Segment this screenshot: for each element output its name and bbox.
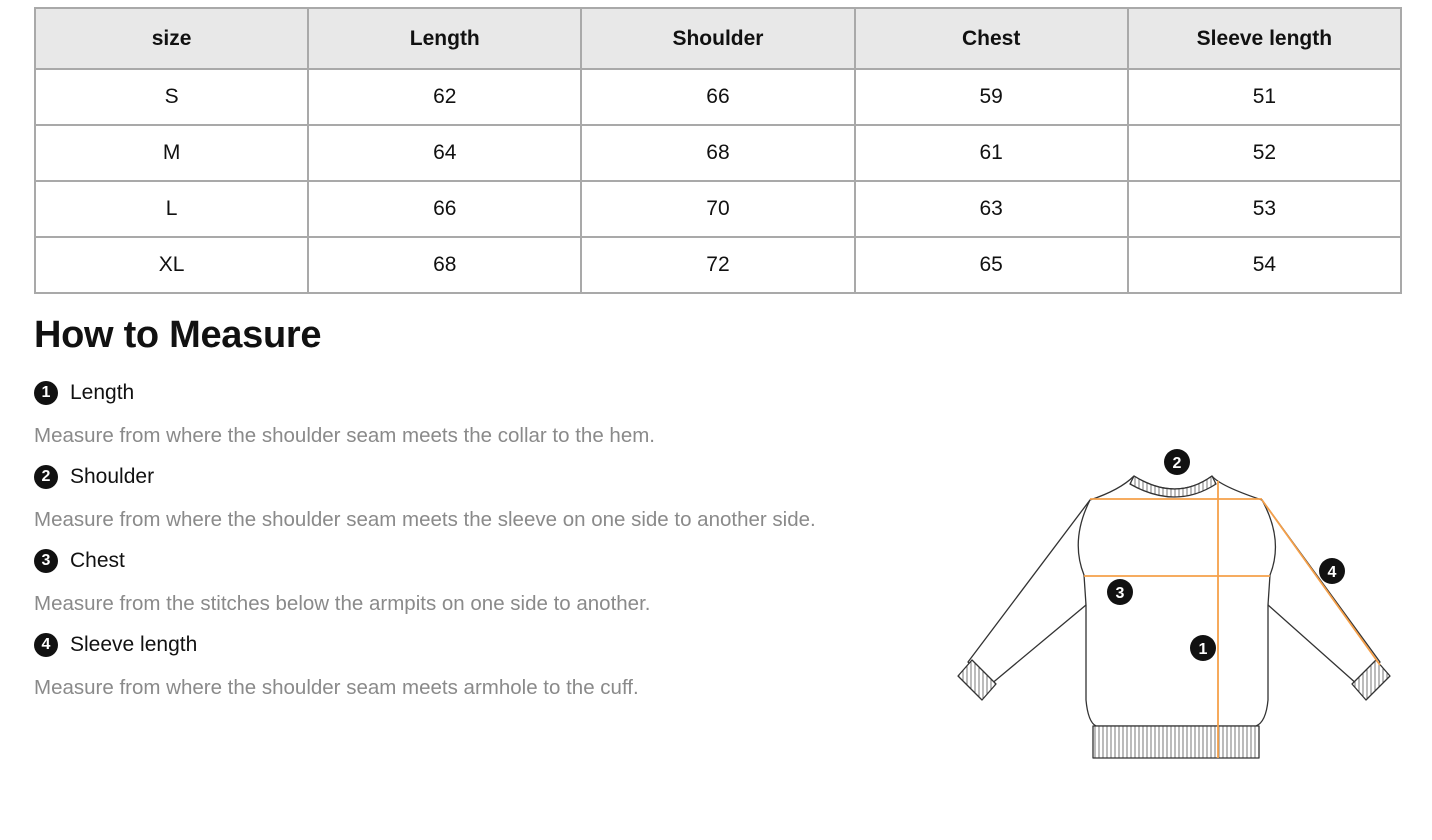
measure-item-label: Length [70, 381, 135, 404]
measure-item-shoulder-desc: Measure from where the shoulder seam meets the sleeve on one side to another side. [34, 508, 816, 531]
cell-chest: 61 [855, 125, 1128, 181]
measure-item-sleeve-title [34, 633, 197, 657]
cell-size: S [35, 69, 308, 125]
number-4-icon: 4 [34, 633, 58, 657]
number-1-icon: 1 [34, 381, 58, 405]
cell-chest: 63 [855, 181, 1128, 237]
measure-item-label: Sleeve length [70, 633, 198, 656]
table-row [35, 181, 1401, 237]
measure-item-chest-title [34, 549, 125, 573]
size-chart-table [34, 7, 1402, 294]
diagram-marker-3: 3 [1115, 585, 1125, 602]
measure-item-label: Chest [70, 549, 125, 572]
header-sleeve-length: Sleeve length [1128, 8, 1401, 69]
cell-length: 66 [308, 181, 581, 237]
header-size: size [35, 8, 308, 69]
number-3-icon: 3 [34, 549, 58, 573]
table-row [35, 237, 1401, 293]
table-row [35, 125, 1401, 181]
measure-item-length-desc: Measure from where the shoulder seam meets the collar to the hem. [34, 424, 655, 447]
cell-sleeve-length: 53 [1128, 181, 1401, 237]
cell-shoulder: 66 [581, 69, 854, 125]
diagram-marker-4: 4 [1327, 564, 1337, 581]
cell-chest: 65 [855, 237, 1128, 293]
cell-shoulder: 68 [581, 125, 854, 181]
header-shoulder: Shoulder [581, 8, 854, 69]
sweater-measurement-diagram [950, 440, 1410, 770]
cell-chest: 59 [855, 69, 1128, 125]
cell-length: 68 [308, 237, 581, 293]
measure-item-sleeve-desc: Measure from where the shoulder seam meets armhole to the cuff. [34, 676, 639, 699]
header-length: Length [308, 8, 581, 69]
cell-size: M [35, 125, 308, 181]
table-row [35, 69, 1401, 125]
header-chest: Chest [855, 8, 1128, 69]
diagram-marker-1: 1 [1198, 641, 1208, 658]
measure-item-chest-desc: Measure from the stitches below the armpits on one side to another. [34, 592, 651, 615]
number-2-icon: 2 [34, 465, 58, 489]
cell-length: 64 [308, 125, 581, 181]
measure-item-length-title [34, 381, 134, 405]
cell-size: L [35, 181, 308, 237]
measure-item-label: Shoulder [70, 465, 155, 488]
cell-sleeve-length: 52 [1128, 125, 1401, 181]
measure-item-shoulder-title [34, 465, 154, 489]
cell-sleeve-length: 51 [1128, 69, 1401, 125]
cell-size: XL [35, 237, 308, 293]
diagram-marker-2: 2 [1172, 455, 1182, 472]
cell-shoulder: 70 [581, 181, 854, 237]
cell-length: 62 [308, 69, 581, 125]
table-header-row [35, 8, 1401, 69]
how-to-measure-heading: How to Measure [34, 314, 322, 356]
cell-shoulder: 72 [581, 237, 854, 293]
cell-sleeve-length: 54 [1128, 237, 1401, 293]
